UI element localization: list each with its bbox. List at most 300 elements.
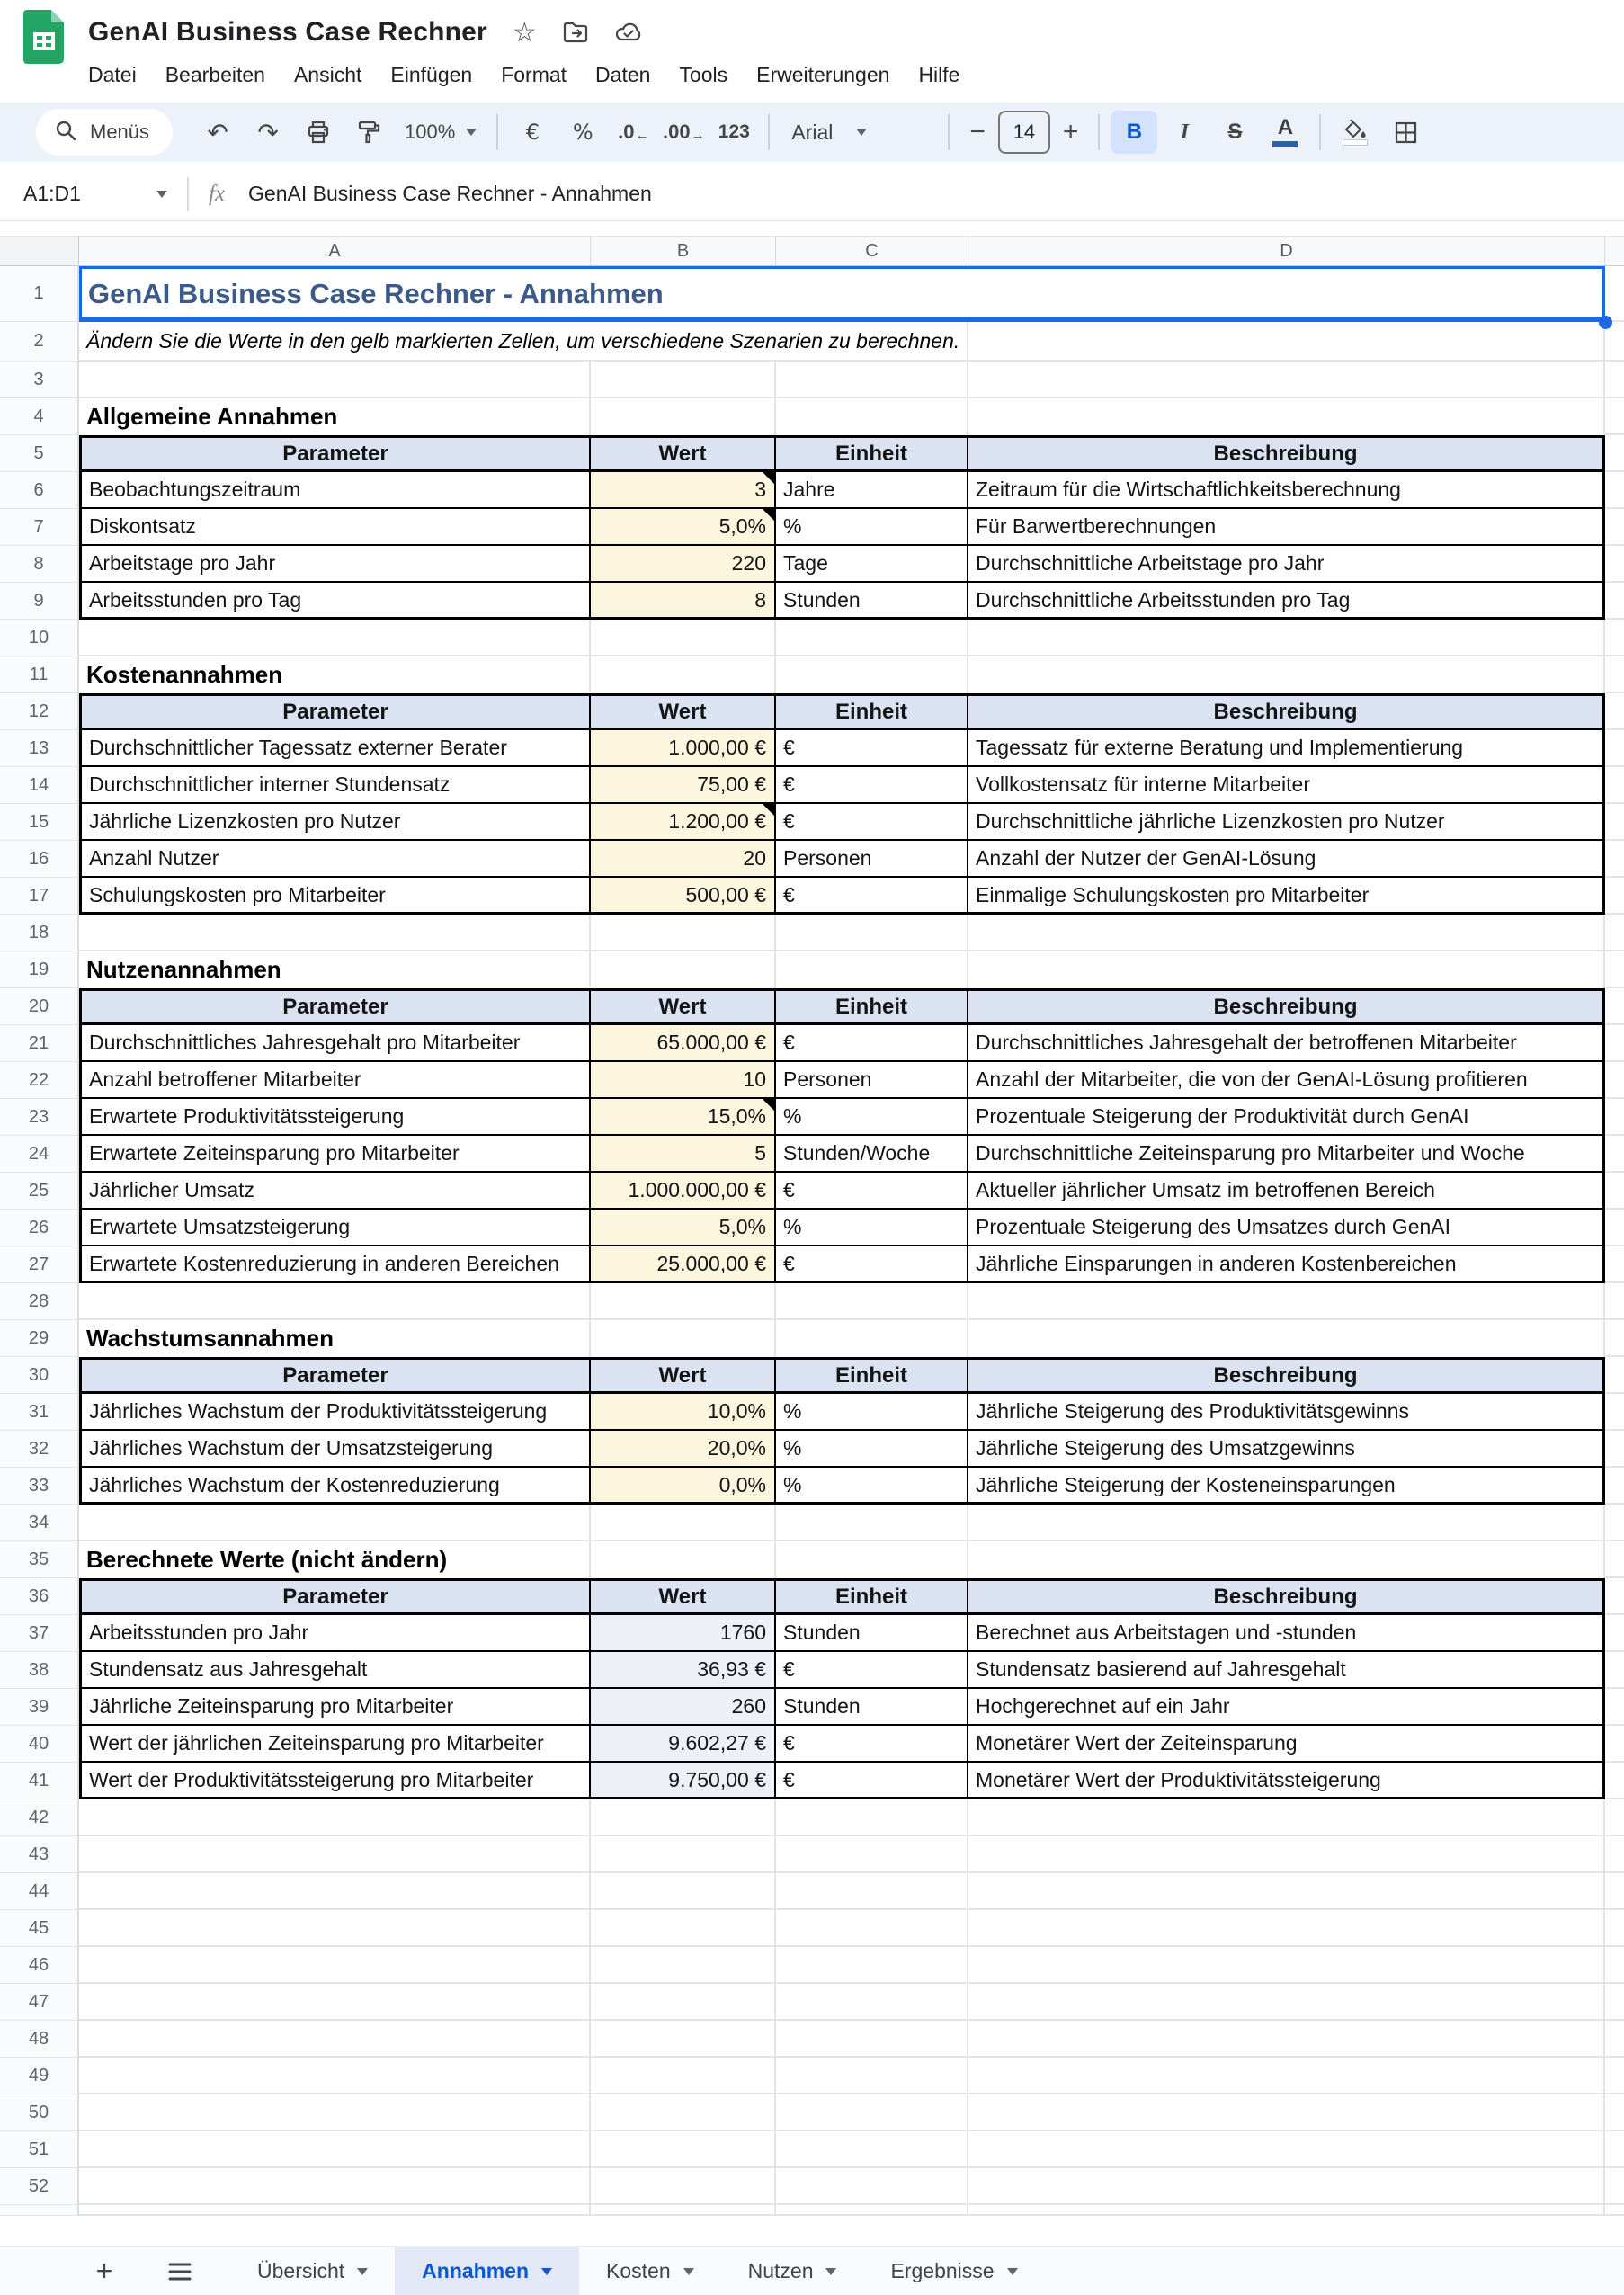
borders-button[interactable] [1382, 111, 1429, 154]
print-button[interactable] [295, 111, 342, 154]
cell-B49[interactable] [591, 2058, 776, 2094]
row-header-22[interactable]: 22 [0, 1062, 79, 1099]
cell-B51[interactable] [591, 2131, 776, 2168]
cell-B26[interactable]: 5,0% [591, 1210, 776, 1246]
cell-C40[interactable]: € [776, 1726, 968, 1763]
cell-D9[interactable]: Durchschnittliche Arbeitsstunden pro Tag [968, 583, 1605, 620]
row-header-24[interactable]: 24 [0, 1136, 79, 1173]
cell-A49[interactable] [79, 2058, 591, 2094]
cell-D18[interactable] [968, 915, 1605, 951]
cell-A32[interactable]: Jährliches Wachstum der Umsatzsteigerung [79, 1431, 591, 1468]
cell-B12[interactable]: Wert [591, 693, 776, 730]
cell-D31[interactable]: Jährliche Steigerung des Produktivitätsgewinns [968, 1394, 1605, 1431]
cell-C26[interactable]: % [776, 1210, 968, 1246]
cell-B29[interactable] [591, 1320, 776, 1357]
cell-B18[interactable] [591, 915, 776, 951]
cell-A45[interactable] [79, 1910, 591, 1947]
cell-C35[interactable] [776, 1541, 968, 1578]
row-header-52[interactable]: 52 [0, 2168, 79, 2205]
cell-C15[interactable]: € [776, 804, 968, 841]
cell-C3[interactable] [776, 362, 968, 398]
cell-A52[interactable] [79, 2168, 591, 2205]
tab-nutzen[interactable]: Nutzen [721, 2247, 864, 2295]
cell-C19[interactable] [776, 951, 968, 988]
row-header-10[interactable]: 10 [0, 620, 79, 656]
cell-B5[interactable]: Wert [591, 435, 776, 472]
cell-D46[interactable] [968, 1947, 1605, 1984]
cell-B36[interactable]: Wert [591, 1578, 776, 1615]
row-header-51[interactable]: 51 [0, 2131, 79, 2168]
row-header-7[interactable]: 7 [0, 509, 79, 546]
row-header-11[interactable]: 11 [0, 656, 79, 693]
cell-D23[interactable]: Prozentuale Steigerung der Produktivität durch GenAI [968, 1099, 1605, 1136]
tab-ergebnisse[interactable]: Ergebnisse [863, 2247, 1044, 2295]
cell-A18[interactable] [79, 915, 591, 951]
cell-A38[interactable]: Stundensatz aus Jahresgehalt [79, 1652, 591, 1689]
row-header-19[interactable]: 19 [0, 951, 79, 988]
document-title[interactable]: GenAI Business Case Rechner [88, 17, 487, 47]
row-header-35[interactable]: 35 [0, 1541, 79, 1578]
menu-tools[interactable]: Tools [679, 62, 728, 86]
cell-A16[interactable]: Anzahl Nutzer [79, 841, 591, 878]
cell-B19[interactable] [591, 951, 776, 988]
cell-C47[interactable] [776, 1984, 968, 2021]
cell-B52[interactable] [591, 2168, 776, 2205]
cell-B7[interactable]: 5,0% [591, 509, 776, 546]
cell-D52[interactable] [968, 2168, 1605, 2205]
cell-A33[interactable]: Jährliches Wachstum der Kostenreduzierung [79, 1468, 591, 1505]
cell-C33[interactable]: % [776, 1468, 968, 1505]
menu-einfuegen[interactable]: Einfügen [390, 62, 473, 86]
cell-B6[interactable]: 3 [591, 472, 776, 509]
cell-A40[interactable]: Wert der jährlichen Zeiteinsparung pro Mitarbeiter [79, 1726, 591, 1763]
cell-C34[interactable] [776, 1505, 968, 1541]
cell-A29[interactable]: Wachstumsannahmen [79, 1320, 591, 1357]
number-format-button[interactable]: 123 [718, 121, 750, 142]
row-header-4[interactable]: 4 [0, 398, 79, 435]
cell-B31[interactable]: 10,0% [591, 1394, 776, 1431]
cell-C27[interactable]: € [776, 1246, 968, 1283]
column-header-c[interactable]: C [776, 237, 968, 265]
add-sheet-button[interactable]: + [95, 2255, 113, 2287]
cell-C13[interactable]: € [776, 730, 968, 767]
cell-B20[interactable]: Wert [591, 988, 776, 1025]
cell-A6[interactable]: Beobachtungszeitraum [79, 472, 591, 509]
cell-A36[interactable]: Parameter [79, 1578, 591, 1615]
cell-A31[interactable]: Jährliches Wachstum der Produktivitätssteigerung [79, 1394, 591, 1431]
cell-C10[interactable] [776, 620, 968, 656]
row-header-5[interactable]: 5 [0, 435, 79, 472]
row-header-31[interactable]: 31 [0, 1394, 79, 1431]
cell-C41[interactable]: € [776, 1763, 968, 1799]
cell-C23[interactable]: % [776, 1099, 968, 1136]
row-header-14[interactable]: 14 [0, 767, 79, 804]
cell-D34[interactable] [968, 1505, 1605, 1541]
cell-B32[interactable]: 20,0% [591, 1431, 776, 1468]
cell-A17[interactable]: Schulungskosten pro Mitarbeiter [79, 878, 591, 915]
cell-C43[interactable] [776, 1836, 968, 1873]
cell-D26[interactable]: Prozentuale Steigerung des Umsatzes durch GenAI [968, 1210, 1605, 1246]
cell-D25[interactable]: Aktueller jährlicher Umsatz im betroffenen Bereich [968, 1173, 1605, 1210]
cell-D15[interactable]: Durchschnittliche jährliche Lizenzkosten pro Nutzer [968, 804, 1605, 841]
cell-C22[interactable]: Personen [776, 1062, 968, 1099]
cell-C32[interactable]: % [776, 1431, 968, 1468]
cell-C11[interactable] [776, 656, 968, 693]
row-header-17[interactable]: 17 [0, 878, 79, 915]
cell-A37[interactable]: Arbeitsstunden pro Jahr [79, 1615, 591, 1652]
cell-C12[interactable]: Einheit [776, 693, 968, 730]
cell-A15[interactable]: Jährliche Lizenzkosten pro Nutzer [79, 804, 591, 841]
tab-kosten[interactable]: Kosten [579, 2247, 721, 2295]
cell-C18[interactable] [776, 915, 968, 951]
cell-C25[interactable]: € [776, 1173, 968, 1210]
row-header-16[interactable]: 16 [0, 841, 79, 878]
cell-D37[interactable]: Berechnet aus Arbeitstagen und -stunden [968, 1615, 1605, 1652]
cell-A27[interactable]: Erwartete Kostenreduzierung in anderen Bereichen [79, 1246, 591, 1283]
cell-B37[interactable]: 1760 [591, 1615, 776, 1652]
column-header-a[interactable]: A [79, 237, 591, 265]
cell-B43[interactable] [591, 1836, 776, 1873]
cell-A4[interactable]: Allgemeine Annahmen [79, 398, 591, 435]
row-header-34[interactable]: 34 [0, 1505, 79, 1541]
cell-C36[interactable]: Einheit [776, 1578, 968, 1615]
row-header-45[interactable]: 45 [0, 1910, 79, 1947]
cell-D36[interactable]: Beschreibung [968, 1578, 1605, 1615]
cell-C6[interactable]: Jahre [776, 472, 968, 509]
cell-B21[interactable]: 65.000,00 € [591, 1025, 776, 1062]
cell-C24[interactable]: Stunden/Woche [776, 1136, 968, 1173]
cell-C51[interactable] [776, 2131, 968, 2168]
cell-A43[interactable] [79, 1836, 591, 1873]
row-header-39[interactable]: 39 [0, 1689, 79, 1726]
cloud-saved-icon[interactable] [614, 19, 643, 46]
row-header-37[interactable]: 37 [0, 1615, 79, 1652]
cell-C38[interactable]: € [776, 1652, 968, 1689]
row-header-2[interactable]: 2 [0, 322, 79, 362]
cell-C49[interactable] [776, 2058, 968, 2094]
row-header-41[interactable]: 41 [0, 1763, 79, 1799]
move-to-folder-icon[interactable] [562, 19, 589, 46]
cell-C48[interactable] [776, 2021, 968, 2058]
menu-bearbeiten[interactable]: Bearbeiten [165, 62, 265, 86]
row-header-44[interactable]: 44 [0, 1873, 79, 1910]
row-header-32[interactable]: 32 [0, 1431, 79, 1468]
cell-A50[interactable] [79, 2094, 591, 2131]
cell-D40[interactable]: Monetärer Wert der Zeiteinsparung [968, 1726, 1605, 1763]
cell-A11[interactable]: Kostenannahmen [79, 656, 591, 693]
row-header-13[interactable]: 13 [0, 730, 79, 767]
menu-datei[interactable]: Datei [88, 62, 137, 86]
row-header-20[interactable]: 20 [0, 988, 79, 1025]
cell-B27[interactable]: 25.000,00 € [591, 1246, 776, 1283]
row-header-23[interactable]: 23 [0, 1099, 79, 1136]
cell-D7[interactable]: Für Barwertberechnungen [968, 509, 1605, 546]
cell-B50[interactable] [591, 2094, 776, 2131]
row-header-47[interactable]: 47 [0, 1984, 79, 2021]
row-header-26[interactable]: 26 [0, 1210, 79, 1246]
row-header-3[interactable]: 3 [0, 362, 79, 398]
cell-A24[interactable]: Erwartete Zeiteinsparung pro Mitarbeiter [79, 1136, 591, 1173]
menu-daten[interactable]: Daten [595, 62, 651, 86]
cell-D48[interactable] [968, 2021, 1605, 2058]
row-header-49[interactable]: 49 [0, 2058, 79, 2094]
cell-C7[interactable]: % [776, 509, 968, 546]
cell-D43[interactable] [968, 1836, 1605, 1873]
cell-B23[interactable]: 15,0% [591, 1099, 776, 1136]
cell-B40[interactable]: 9.602,27 € [591, 1726, 776, 1763]
cell-A46[interactable] [79, 1947, 591, 1984]
select-all-corner[interactable] [0, 237, 79, 265]
row-header-43[interactable]: 43 [0, 1836, 79, 1873]
row-header-42[interactable]: 42 [0, 1799, 79, 1836]
cell-C8[interactable]: Tage [776, 546, 968, 583]
tab-annahmen[interactable]: Annahmen [395, 2247, 579, 2295]
decrease-decimal-button[interactable]: .0 ← [618, 121, 649, 143]
currency-format-button[interactable]: € [525, 120, 540, 145]
cell-A39[interactable]: Jährliche Zeiteinsparung pro Mitarbeiter [79, 1689, 591, 1726]
cell-B39[interactable]: 260 [591, 1689, 776, 1726]
cell-A13[interactable]: Durchschnittlicher Tagessatz externer Berater [79, 730, 591, 767]
cell-C21[interactable]: € [776, 1025, 968, 1062]
row-header-12[interactable]: 12 [0, 693, 79, 730]
cell-D12[interactable]: Beschreibung [968, 693, 1605, 730]
row-header-36[interactable]: 36 [0, 1578, 79, 1615]
cell-B28[interactable] [591, 1283, 776, 1320]
cell-D17[interactable]: Einmalige Schulungskosten pro Mitarbeiter [968, 878, 1605, 915]
cell-D19[interactable] [968, 951, 1605, 988]
cell-D49[interactable] [968, 2058, 1605, 2094]
cell-C39[interactable]: Stunden [776, 1689, 968, 1726]
row-header-1[interactable]: 1 [0, 266, 79, 322]
cell-C16[interactable]: Personen [776, 841, 968, 878]
cell-B33[interactable]: 0,0% [591, 1468, 776, 1505]
cell-D51[interactable] [968, 2131, 1605, 2168]
cell-D27[interactable]: Jährliche Einsparungen in anderen Kostenbereichen [968, 1246, 1605, 1283]
cell-A44[interactable] [79, 1873, 591, 1910]
cell-A23[interactable]: Erwartete Produktivitätssteigerung [79, 1099, 591, 1136]
row-header-27[interactable]: 27 [0, 1246, 79, 1283]
row-header-38[interactable]: 38 [0, 1652, 79, 1689]
cell-D47[interactable] [968, 1984, 1605, 2021]
menus-search[interactable] [36, 109, 173, 156]
row-header-21[interactable]: 21 [0, 1025, 79, 1062]
cell-D44[interactable] [968, 1873, 1605, 1910]
cell-C45[interactable] [776, 1910, 968, 1947]
cell-B30[interactable]: Wert [591, 1357, 776, 1394]
cell-A22[interactable]: Anzahl betroffener Mitarbeiter [79, 1062, 591, 1099]
cell-B24[interactable]: 5 [591, 1136, 776, 1173]
cell-D22[interactable]: Anzahl der Mitarbeiter, die von der GenAI-Lösung profitieren [968, 1062, 1605, 1099]
cell-A42[interactable] [79, 1799, 591, 1836]
cell-D20[interactable]: Beschreibung [968, 988, 1605, 1025]
bold-button[interactable]: B [1111, 111, 1157, 154]
cell-A5[interactable]: Parameter [79, 435, 591, 472]
cell-C20[interactable]: Einheit [776, 988, 968, 1025]
cell-C9[interactable]: Stunden [776, 583, 968, 620]
cell-C46[interactable] [776, 1947, 968, 1984]
cell-A35[interactable]: Berechnete Werte (nicht ändern) [79, 1541, 591, 1578]
cell-D11[interactable] [968, 656, 1605, 693]
cell-B3[interactable] [591, 362, 776, 398]
cell-C28[interactable] [776, 1283, 968, 1320]
cell-B34[interactable] [591, 1505, 776, 1541]
cell-D45[interactable] [968, 1910, 1605, 1947]
italic-button[interactable]: I [1180, 120, 1190, 144]
cell-A3[interactable] [79, 362, 591, 398]
cell-A25[interactable]: Jährlicher Umsatz [79, 1173, 591, 1210]
row-header-6[interactable]: 6 [0, 472, 79, 509]
increase-font-size-button[interactable]: + [1062, 117, 1079, 147]
cell-B41[interactable]: 9.750,00 € [591, 1763, 776, 1799]
increase-decimal-button[interactable]: .00 → [663, 121, 705, 143]
column-header-b[interactable]: B [591, 237, 776, 265]
cell-B8[interactable]: 220 [591, 546, 776, 583]
percent-format-button[interactable]: % [572, 120, 593, 145]
cell-B22[interactable]: 10 [591, 1062, 776, 1099]
cell-A7[interactable]: Diskontsatz [79, 509, 591, 546]
cell-B13[interactable]: 1.000,00 € [591, 730, 776, 767]
row-header-25[interactable]: 25 [0, 1173, 79, 1210]
cell-A28[interactable] [79, 1283, 591, 1320]
row-header-18[interactable]: 18 [0, 915, 79, 951]
cell-A30[interactable]: Parameter [79, 1357, 591, 1394]
cell-D3[interactable] [968, 362, 1605, 398]
cell-B42[interactable] [591, 1799, 776, 1836]
row-header-9[interactable]: 9 [0, 583, 79, 620]
cell-D4[interactable] [968, 398, 1605, 435]
cell-C30[interactable]: Einheit [776, 1357, 968, 1394]
menu-erweiterungen[interactable]: Erweiterungen [756, 62, 890, 86]
cell-A34[interactable] [79, 1505, 591, 1541]
row-header-29[interactable]: 29 [0, 1320, 79, 1357]
cell-B11[interactable] [591, 656, 776, 693]
row-header-28[interactable]: 28 [0, 1283, 79, 1320]
paint-format-button[interactable] [345, 111, 392, 154]
name-box[interactable] [23, 182, 167, 206]
row-header-8[interactable]: 8 [0, 546, 79, 583]
cell-D24[interactable]: Durchschnittliche Zeiteinsparung pro Mitarbeiter und Woche [968, 1136, 1605, 1173]
cell-A12[interactable]: Parameter [79, 693, 591, 730]
undo-button[interactable]: ↶ [207, 117, 228, 147]
cell-A26[interactable]: Erwartete Umsatzsteigerung [79, 1210, 591, 1246]
cell-B9[interactable]: 8 [591, 583, 776, 620]
cell-D50[interactable] [968, 2094, 1605, 2131]
cell-C14[interactable]: € [776, 767, 968, 804]
menu-format[interactable]: Format [501, 62, 567, 86]
menu-hilfe[interactable]: Hilfe [918, 62, 960, 86]
cell-B17[interactable]: 500,00 € [591, 878, 776, 915]
column-header-d[interactable]: D [968, 237, 1605, 265]
cell-D35[interactable] [968, 1541, 1605, 1578]
cell-C4[interactable] [776, 398, 968, 435]
strikethrough-button[interactable]: S [1227, 120, 1243, 144]
cell-D33[interactable]: Jährliche Steigerung der Kosteneinsparungen [968, 1468, 1605, 1505]
cell-B47[interactable] [591, 1984, 776, 2021]
cell-D39[interactable]: Hochgerechnet auf ein Jahr [968, 1689, 1605, 1726]
row-header-46[interactable]: 46 [0, 1947, 79, 1984]
cell-B35[interactable] [591, 1541, 776, 1578]
cell-A9[interactable]: Arbeitsstunden pro Tag [79, 583, 591, 620]
zoom-control[interactable] [396, 121, 486, 144]
row-header-50[interactable]: 50 [0, 2094, 79, 2131]
row-header-30[interactable]: 30 [0, 1357, 79, 1394]
cell-B44[interactable] [591, 1873, 776, 1910]
cell-D30[interactable]: Beschreibung [968, 1357, 1605, 1394]
cell-A10[interactable] [79, 620, 591, 656]
cell-D16[interactable]: Anzahl der Nutzer der GenAI-Lösung [968, 841, 1605, 878]
decrease-font-size-button[interactable]: − [969, 117, 986, 147]
cell-A19[interactable]: Nutzenannahmen [79, 951, 591, 988]
cell-D28[interactable] [968, 1283, 1605, 1320]
cell-D41[interactable]: Monetärer Wert der Produktivitätssteigerung [968, 1763, 1605, 1799]
redo-button[interactable]: ↷ [257, 117, 279, 147]
formula-input[interactable]: GenAI Business Case Rechner - Annahmen [248, 182, 652, 205]
row-header-33[interactable]: 33 [0, 1468, 79, 1505]
cell-D29[interactable] [968, 1320, 1605, 1357]
cell-B15[interactable]: 1.200,00 € [591, 804, 776, 841]
cell-B48[interactable] [591, 2021, 776, 2058]
cell-A2[interactable]: Ändern Sie die Werte in den gelb markierten Zellen, um verschiedene Szenarien zu berechnen. [79, 322, 968, 362]
cell-C52[interactable] [776, 2168, 968, 2205]
cell-C17[interactable]: € [776, 878, 968, 915]
row-header-15[interactable]: 15 [0, 804, 79, 841]
cell-A47[interactable] [79, 1984, 591, 2021]
tab-uebersicht[interactable]: Übersicht [230, 2247, 395, 2295]
cell-B25[interactable]: 1.000.000,00 € [591, 1173, 776, 1210]
menu-ansicht[interactable]: Ansicht [293, 62, 362, 86]
cell-D38[interactable]: Stundensatz basierend auf Jahresgehalt [968, 1652, 1605, 1689]
cell-C37[interactable]: Stunden [776, 1615, 968, 1652]
cell-A8[interactable]: Arbeitstage pro Jahr [79, 546, 591, 583]
all-sheets-button[interactable] [155, 2262, 205, 2282]
cell-B14[interactable]: 75,00 € [591, 767, 776, 804]
cell-D10[interactable] [968, 620, 1605, 656]
row-header-48[interactable]: 48 [0, 2021, 79, 2058]
cell-B38[interactable]: 36,93 € [591, 1652, 776, 1689]
cell-A51[interactable] [79, 2131, 591, 2168]
font-family-control[interactable] [781, 121, 937, 145]
cell-B45[interactable] [591, 1910, 776, 1947]
cell-D8[interactable]: Durchschnittliche Arbeitstage pro Jahr [968, 546, 1605, 583]
cell-A1[interactable]: GenAI Business Case Rechner - Annahmen [79, 266, 1605, 322]
cell-C50[interactable] [776, 2094, 968, 2131]
cell-D6[interactable]: Zeitraum für die Wirtschaftlichkeitsberechnung [968, 472, 1605, 509]
cell-B4[interactable] [591, 398, 776, 435]
cell-D32[interactable]: Jährliche Steigerung des Umsatzgewinns [968, 1431, 1605, 1468]
cell-A14[interactable]: Durchschnittlicher interner Stundensatz [79, 767, 591, 804]
cell-B46[interactable] [591, 1947, 776, 1984]
cell-B10[interactable] [591, 620, 776, 656]
cell-C31[interactable]: % [776, 1394, 968, 1431]
cell-A48[interactable] [79, 2021, 591, 2058]
cell-D21[interactable]: Durchschnittliches Jahresgehalt der betroffenen Mitarbeiter [968, 1025, 1605, 1062]
cell-C42[interactable] [776, 1799, 968, 1836]
cell-C44[interactable] [776, 1873, 968, 1910]
cell-C5[interactable]: Einheit [776, 435, 968, 472]
font-size-input[interactable]: 14 [998, 111, 1050, 154]
cell-C29[interactable] [776, 1320, 968, 1357]
star-icon[interactable]: ☆ [512, 17, 537, 48]
cell-D14[interactable]: Vollkostensatz für interne Mitarbeiter [968, 767, 1605, 804]
sheets-logo-icon[interactable] [23, 9, 65, 65]
cell-D13[interactable]: Tagessatz für externe Beratung und Implementierung [968, 730, 1605, 767]
cell-D5[interactable]: Beschreibung [968, 435, 1605, 472]
cell-A21[interactable]: Durchschnittliches Jahresgehalt pro Mitarbeiter [79, 1025, 591, 1062]
cell-B16[interactable]: 20 [591, 841, 776, 878]
cell-A20[interactable]: Parameter [79, 988, 591, 1025]
fill-color-button[interactable] [1332, 111, 1379, 154]
cell-A41[interactable]: Wert der Produktivitätssteigerung pro Mitarbeiter [79, 1763, 591, 1799]
